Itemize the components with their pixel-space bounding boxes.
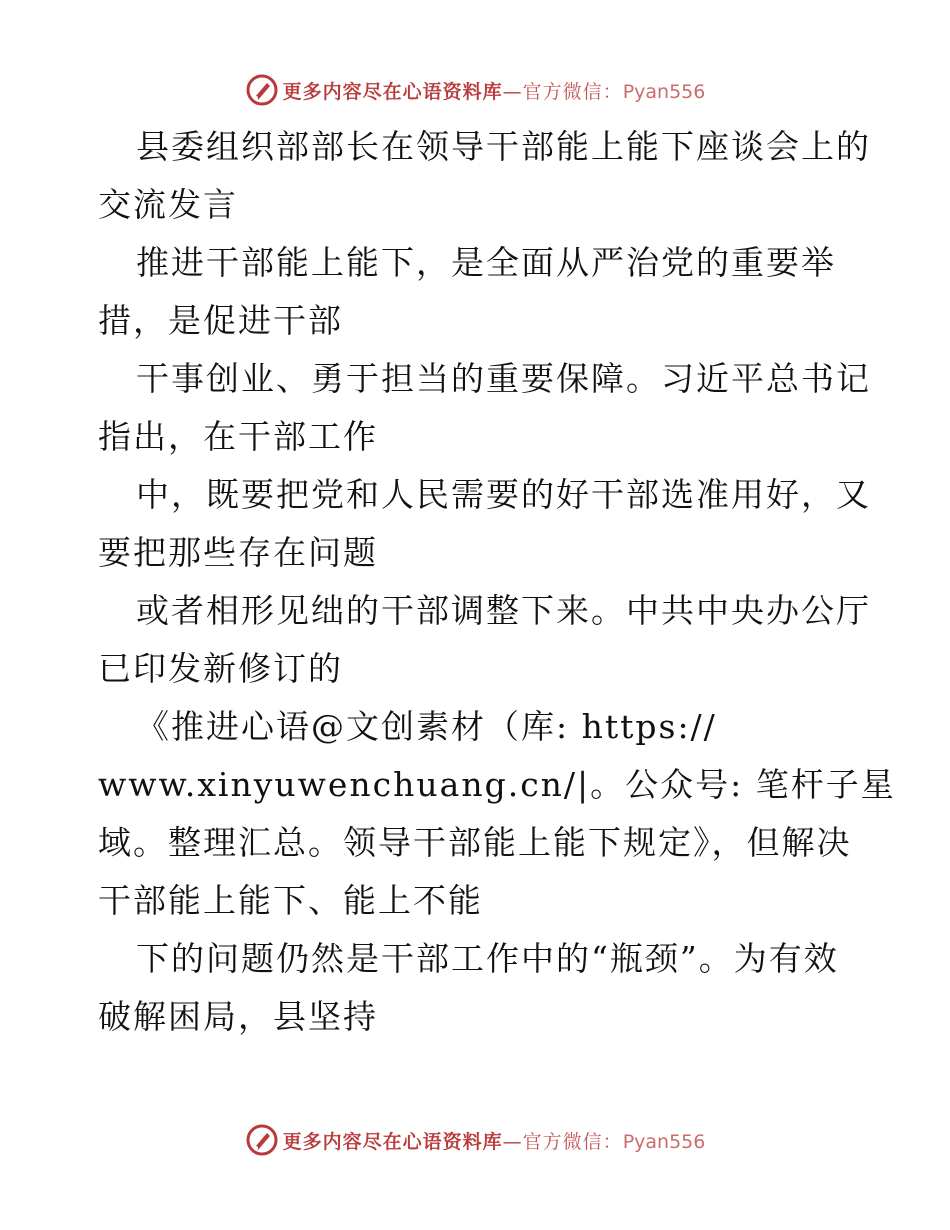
- doc-paragraph-line: 破解困局，县坚持: [98, 997, 378, 1036]
- doc-paragraph-line: 《推进心语@文创素材（库: https://: [136, 707, 717, 746]
- watermark-brand: 更多内容尽在心语资料库: [282, 1130, 503, 1153]
- header-watermark: [0, 70, 950, 110]
- doc-paragraph-line: 措，是促进干部: [98, 301, 343, 340]
- doc-paragraph-line: 下的问题仍然是干部工作中的“瓶颈”。为有效: [136, 939, 839, 978]
- doc-paragraph-line: 推进干部能上能下，是全面从严治党的重要举: [136, 243, 836, 282]
- watermark-wechat-label: 官方微信：: [522, 80, 623, 103]
- doc-paragraph-line: 中，既要把党和人民需要的好干部选准用好，又: [136, 475, 871, 514]
- doc-paragraph-line: 域。整理汇总。领导干部能上能下规定》，但解决: [98, 823, 852, 862]
- doc-paragraph-line: 要把那些存在问题: [98, 533, 378, 572]
- document-body: [98, 118, 896, 1046]
- doc-title-line-2: 交流发言: [98, 185, 238, 224]
- ink-pen-logo-icon: [245, 73, 279, 107]
- watermark-wechat-id: Pyan556: [622, 80, 706, 103]
- footer-watermark: [0, 1120, 950, 1160]
- watermark-text: [283, 77, 706, 104]
- watermark-wechat-label: 官方微信：: [522, 1130, 623, 1153]
- doc-paragraph-line: 指出，在干部工作: [98, 417, 378, 456]
- doc-title-line-1: 县委组织部部长在领导干部能上能下座谈会上的: [136, 127, 871, 166]
- watermark-wechat-id: Pyan556: [622, 1130, 706, 1153]
- doc-paragraph-line: 干部能上能下、能上不能: [98, 881, 483, 920]
- doc-paragraph-line: 或者相形见绌的干部调整下来。中共中央办公厅: [136, 591, 871, 630]
- watermark-separator: —: [502, 1130, 523, 1153]
- ink-pen-logo-icon: [245, 1123, 279, 1157]
- watermark-text: [283, 1127, 706, 1154]
- doc-paragraph-line: 干事创业、勇于担当的重要保障。习近平总书记: [136, 359, 871, 398]
- watermark-brand: 更多内容尽在心语资料库: [282, 80, 503, 103]
- watermark-separator: —: [502, 80, 523, 103]
- doc-paragraph-line: 已印发新修订的: [98, 649, 343, 688]
- doc-paragraph-line: www.xinyuwenchuang.cn/|。公众号: 笔杆子星: [98, 765, 896, 804]
